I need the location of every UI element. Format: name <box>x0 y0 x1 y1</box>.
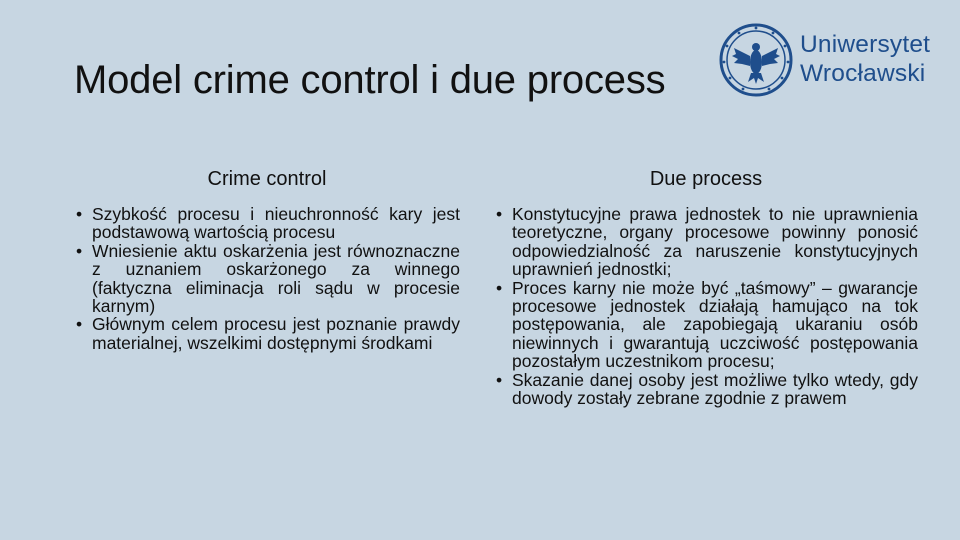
crime-control-list <box>74 205 460 352</box>
due-process-list <box>494 205 918 407</box>
university-seal-icon <box>718 22 794 98</box>
due-process-heading: Due process <box>649 168 763 190</box>
list-item: • Proces karny nie może być „taśmowy” – gwarancje procesowe jednostek działają hamująco na tok postępowania, ale zapobiegają ukaraniu osób niewinnych i gwarantują uczciwość postępowania pozostałym uczestnikom procesu; <box>494 279 918 371</box>
list-item: • Głównym celem procesu jest poznanie prawdy materialnej, wszelkimi dostępnymi środkami <box>74 315 460 352</box>
logo-wordmark <box>800 30 930 88</box>
logo-line-1: Uniwersytet <box>800 31 931 58</box>
logo-line-2: Wrocławski <box>800 60 926 87</box>
crime-control-heading: Crime control <box>207 168 327 190</box>
list-item: • Szybkość procesu i nieuchronność kary jest podstawową wartością procesu <box>74 205 460 242</box>
due-process-column <box>494 168 918 407</box>
list-item: • Skazanie danej osoby jest możliwe tylko wtedy, gdy dowody zostały zebrane zgodnie z prawem <box>494 371 918 408</box>
crime-control-column <box>74 168 460 352</box>
list-item: • Konstytucyjne prawa jednostek to nie uprawnienia teoretyczne, organy procesowe powinny ponosić odpowiedzialność za naruszenie konstytucyjnych uprawnień jednostki; <box>494 205 918 279</box>
list-item: • Wniesienie aktu oskarżenia jest równoznaczne z uznaniem oskarżonego za winnego (faktyczna eliminacja roli sądu w procesie karnym) <box>74 242 460 316</box>
slide-title: Model crime control i due process <box>74 58 666 102</box>
university-logo <box>718 22 948 98</box>
